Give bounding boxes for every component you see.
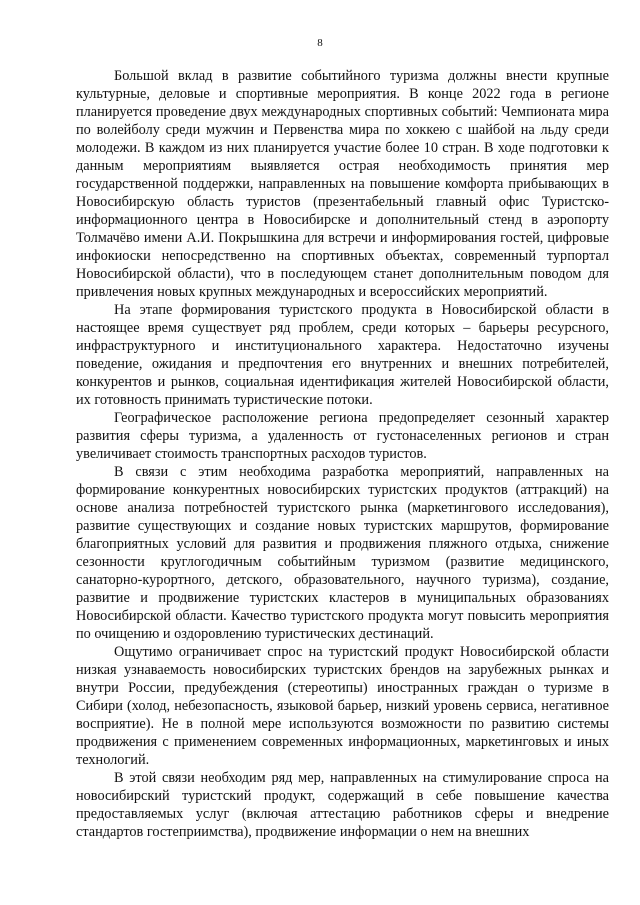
paragraph: Большой вклад в развитие событийного туризма должны внести крупные культурные, деловые и спортивные мероприятия. В конце 2022 года в регионе планируется проведение двух международных спортивных событий: Чемпионата мира по волейболу среди мужчин и Первенства мира по хоккею с шайбой на льду среди молодежи. В каждом из них планируется участие более 10 стран. В ходе подготовки к данным мероприятиям выявляется острая необходимость принятия мер государственной поддержки, направленных на повышение комфорта прибывающих в Новосибирскую область туристов (презентабельный главный офис Туристско-информационного центра в Новосибирске и дополнительный стенд в аэропорту Толмачёво имени А.И. Покрышкина для встречи и информирования гостей, цифровые инфокиоски непосредственно на спортивных объектах, современный турпортал Новосибирской области), что в последующем станет дополнительным поводом для привлечения новых крупных международных и всероссийских мероприятий.: [76, 68, 609, 300]
paragraph: В этой связи необходим ряд мер, направленных на стимулирование спроса на новосибирский туристский продукт, содержащий в себе повышение качества предоставляемых услуг (включая аттестацию работников сферы и внедрение стандартов гостеприимства), продвижение информации о нем на внешних: [76, 770, 609, 840]
paragraph: В связи с этим необходима разработка мероприятий, направленных на формирование конкурентных новосибирских туристских продуктов (аттракций) на основе анализа потребностей туристского рынка (маркетингового исследования), развитие существующих и создание новых туристских маршрутов, формирование благоприятных условий для развития и продвижения пляжного отдыха, снижение сезонности круглогодичным событийным туризмом (развитие медицинского, санаторно-курортного, детского, образовательного, научного туризма), создание, развитие и продвижение туристских кластеров в муниципальных образованиях Новосибирской области. Качество туристского продукта могут повысить мероприятия по очищению и оздоровлению туристических дестинаций.: [76, 464, 609, 642]
paragraph: Ощутимо ограничивает спрос на туристский продукт Новосибирской области низкая узнаваемость новосибирских туристских брендов на зарубежных рынках и внутри России, предубеждения (стереотипы) иностранных граждан о туризме в Сибири (холод, небезопасность, языковой барьер, низкий уровень сервиса, негативное восприятие). Не в полной мере используются возможности по развитию системы продвижения с применением современных информационных, маркетинговых и иных технологий.: [76, 644, 609, 768]
paragraph: Географическое расположение региона предопределяет сезонный характер развития сферы туризма, а удаленность от густонаселенных регионов и стран увеличивает стоимость транспортных расходов туристов.: [76, 410, 609, 462]
page-number: 8: [317, 37, 323, 49]
document-body: [76, 67, 609, 841]
paragraph: На этапе формирования туристского продукта в Новосибирской области в настоящее время существует ряд проблем, среди которых – барьеры ресурсного, инфраструктурного и институционального характера. Недостаточно изучены поведение, ожидания и предпочтения его внутренних и внешних потребителей, конкурентов и рынков, социальная идентификация жителей Новосибирской области, их готовность принимать туристические потоки.: [76, 302, 609, 408]
